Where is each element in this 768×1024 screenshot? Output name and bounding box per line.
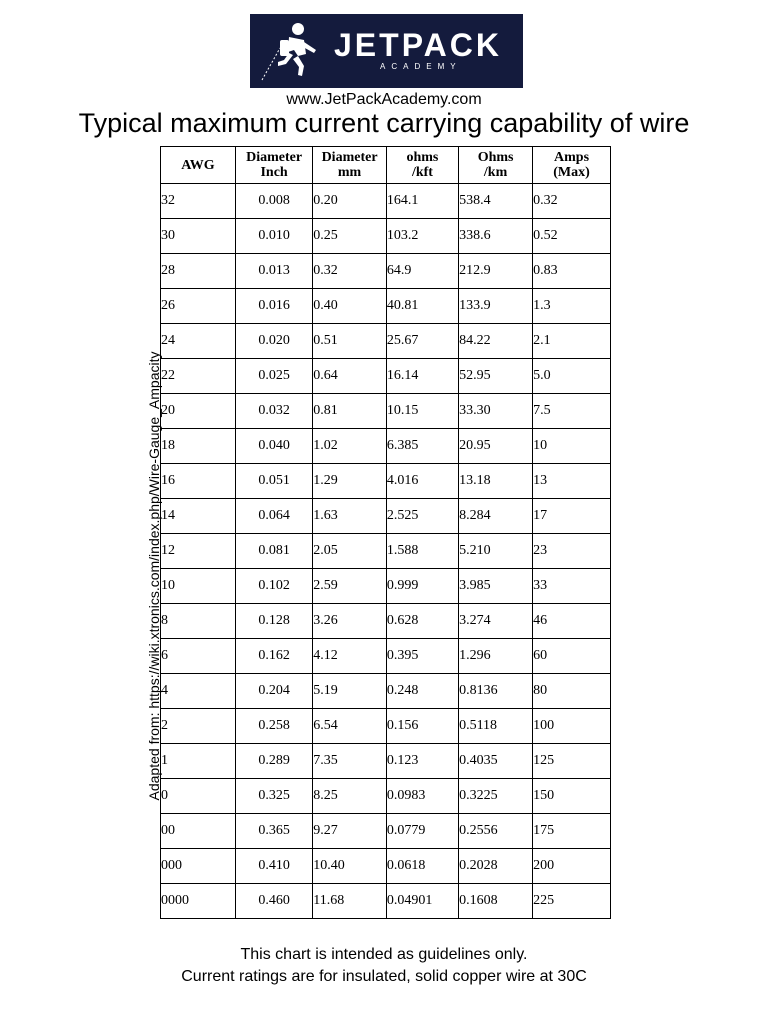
- cell-diameter-mm: 6.54: [313, 709, 387, 744]
- table-row: [161, 814, 611, 849]
- cell-amps-max: 17: [533, 499, 611, 534]
- cell-diameter-inch: 0.325: [235, 779, 312, 814]
- cell-diameter-mm: 0.40: [313, 289, 387, 324]
- cell-diameter-inch: 0.016: [235, 289, 312, 324]
- table-row: [161, 499, 611, 534]
- cell-awg: 8: [161, 604, 236, 639]
- cell-ohms-kft: 0.0779: [386, 814, 458, 849]
- table-row: [161, 464, 611, 499]
- cell-ohms-kft: 4.016: [386, 464, 458, 499]
- cell-awg: 6: [161, 639, 236, 674]
- cell-diameter-mm: 5.19: [313, 674, 387, 709]
- column-header-amps-max: Amps (Max): [533, 147, 611, 184]
- table-row: [161, 569, 611, 604]
- cell-ohms-km: 0.8136: [459, 674, 533, 709]
- cell-diameter-mm: 0.51: [313, 324, 387, 359]
- cell-diameter-mm: 7.35: [313, 744, 387, 779]
- cell-ohms-km: 13.18: [459, 464, 533, 499]
- cell-ohms-kft: 0.0983: [386, 779, 458, 814]
- column-header-ohms-km: Ohms /km: [459, 147, 533, 184]
- table-row: [161, 674, 611, 709]
- cell-diameter-inch: 0.289: [235, 744, 312, 779]
- source-attribution: Adapted from: https://wiki.xtronics.com/index.php/Wire-Gauge_Ampacity: [146, 351, 162, 801]
- jetpack-logo: [250, 14, 523, 88]
- cell-amps-max: 1.3: [533, 289, 611, 324]
- cell-ohms-kft: 164.1: [386, 184, 458, 219]
- cell-diameter-inch: 0.040: [235, 429, 312, 464]
- cell-diameter-mm: 10.40: [313, 849, 387, 884]
- cell-amps-max: 60: [533, 639, 611, 674]
- cell-amps-max: 0.83: [533, 254, 611, 289]
- table-row: [161, 884, 611, 919]
- cell-amps-max: 0.52: [533, 219, 611, 254]
- cell-ohms-km: 5.210: [459, 534, 533, 569]
- logo-subtext: ACADEMY: [380, 62, 462, 71]
- jetpack-figure-icon: [258, 20, 330, 82]
- table-row: [161, 849, 611, 884]
- cell-diameter-inch: 0.081: [235, 534, 312, 569]
- cell-awg: 0000: [161, 884, 236, 919]
- table-row: [161, 394, 611, 429]
- cell-amps-max: 5.0: [533, 359, 611, 394]
- cell-awg: 2: [161, 709, 236, 744]
- cell-awg: 18: [161, 429, 236, 464]
- cell-amps-max: 10: [533, 429, 611, 464]
- cell-diameter-mm: 1.02: [313, 429, 387, 464]
- table-row: [161, 709, 611, 744]
- cell-amps-max: 23: [533, 534, 611, 569]
- cell-ohms-km: 3.274: [459, 604, 533, 639]
- cell-diameter-inch: 0.025: [235, 359, 312, 394]
- cell-ohms-km: 212.9: [459, 254, 533, 289]
- cell-diameter-mm: 11.68: [313, 884, 387, 919]
- cell-ohms-km: 8.284: [459, 499, 533, 534]
- cell-ohms-km: 84.22: [459, 324, 533, 359]
- cell-amps-max: 175: [533, 814, 611, 849]
- cell-ohms-km: 0.2556: [459, 814, 533, 849]
- cell-amps-max: 7.5: [533, 394, 611, 429]
- cell-amps-max: 46: [533, 604, 611, 639]
- cell-ohms-kft: 25.67: [386, 324, 458, 359]
- table-row: [161, 744, 611, 779]
- cell-awg: 24: [161, 324, 236, 359]
- cell-diameter-mm: 3.26: [313, 604, 387, 639]
- cell-amps-max: 200: [533, 849, 611, 884]
- table-row: [161, 604, 611, 639]
- cell-awg: 0: [161, 779, 236, 814]
- cell-diameter-inch: 0.365: [235, 814, 312, 849]
- table-header-row: [161, 147, 611, 184]
- cell-amps-max: 80: [533, 674, 611, 709]
- cell-diameter-inch: 0.258: [235, 709, 312, 744]
- wire-gauge-table: [160, 146, 611, 919]
- cell-ohms-km: 20.95: [459, 429, 533, 464]
- cell-amps-max: 125: [533, 744, 611, 779]
- cell-ohms-kft: 0.248: [386, 674, 458, 709]
- cell-ohms-kft: 2.525: [386, 499, 458, 534]
- cell-ohms-kft: 0.395: [386, 639, 458, 674]
- cell-diameter-inch: 0.020: [235, 324, 312, 359]
- cell-ohms-kft: 0.04901: [386, 884, 458, 919]
- cell-amps-max: 100: [533, 709, 611, 744]
- cell-amps-max: 150: [533, 779, 611, 814]
- cell-diameter-mm: 2.59: [313, 569, 387, 604]
- cell-amps-max: 13: [533, 464, 611, 499]
- cell-ohms-kft: 1.588: [386, 534, 458, 569]
- cell-awg: 20: [161, 394, 236, 429]
- cell-ohms-kft: 0.156: [386, 709, 458, 744]
- cell-amps-max: 2.1: [533, 324, 611, 359]
- cell-ohms-kft: 16.14: [386, 359, 458, 394]
- cell-ohms-kft: 0.999: [386, 569, 458, 604]
- table-row: [161, 219, 611, 254]
- cell-diameter-inch: 0.460: [235, 884, 312, 919]
- footer-line-ratings: Current ratings are for insulated, solid copper wire at 30C: [181, 968, 587, 985]
- table-row: [161, 429, 611, 464]
- cell-ohms-kft: 103.2: [386, 219, 458, 254]
- cell-diameter-inch: 0.162: [235, 639, 312, 674]
- cell-ohms-kft: 64.9: [386, 254, 458, 289]
- cell-diameter-mm: 2.05: [313, 534, 387, 569]
- cell-ohms-km: 0.4035: [459, 744, 533, 779]
- cell-ohms-kft: 0.123: [386, 744, 458, 779]
- table-row: [161, 639, 611, 674]
- cell-diameter-mm: 1.29: [313, 464, 387, 499]
- cell-diameter-mm: 8.25: [313, 779, 387, 814]
- cell-awg: 32: [161, 184, 236, 219]
- cell-diameter-inch: 0.010: [235, 219, 312, 254]
- column-header-awg: AWG: [161, 147, 236, 184]
- cell-awg: 1: [161, 744, 236, 779]
- cell-ohms-km: 0.3225: [459, 779, 533, 814]
- cell-diameter-mm: 0.81: [313, 394, 387, 429]
- cell-diameter-mm: 4.12: [313, 639, 387, 674]
- table-row: [161, 359, 611, 394]
- column-header-ohms-kft: ohms /kft: [386, 147, 458, 184]
- cell-ohms-km: 0.5118: [459, 709, 533, 744]
- cell-diameter-inch: 0.013: [235, 254, 312, 289]
- cell-awg: 14: [161, 499, 236, 534]
- cell-diameter-inch: 0.051: [235, 464, 312, 499]
- cell-ohms-km: 0.1608: [459, 884, 533, 919]
- cell-diameter-inch: 0.032: [235, 394, 312, 429]
- cell-diameter-mm: 9.27: [313, 814, 387, 849]
- cell-awg: 12: [161, 534, 236, 569]
- table-row: [161, 289, 611, 324]
- table-row: [161, 534, 611, 569]
- table-row: [161, 324, 611, 359]
- cell-awg: 30: [161, 219, 236, 254]
- cell-amps-max: 33: [533, 569, 611, 604]
- cell-ohms-km: 538.4: [459, 184, 533, 219]
- cell-ohms-km: 3.985: [459, 569, 533, 604]
- page-title: Typical maximum current carrying capability of wire: [78, 108, 690, 138]
- cell-awg: 22: [161, 359, 236, 394]
- footer-line-guidelines: This chart is intended as guidelines only.: [240, 946, 528, 963]
- cell-awg: 28: [161, 254, 236, 289]
- footer-note: [0, 944, 768, 988]
- cell-awg: 000: [161, 849, 236, 884]
- cell-awg: 16: [161, 464, 236, 499]
- cell-amps-max: 0.32: [533, 184, 611, 219]
- table-row: [161, 184, 611, 219]
- column-header-diameter-mm: Diameter mm: [313, 147, 387, 184]
- table-row: [161, 779, 611, 814]
- cell-ohms-km: 338.6: [459, 219, 533, 254]
- cell-ohms-km: 33.30: [459, 394, 533, 429]
- cell-awg: 4: [161, 674, 236, 709]
- cell-ohms-kft: 10.15: [386, 394, 458, 429]
- table-body: [161, 184, 611, 919]
- cell-diameter-inch: 0.204: [235, 674, 312, 709]
- cell-awg: 00: [161, 814, 236, 849]
- logo-wordmark: JETPACK: [334, 27, 502, 63]
- cell-diameter-inch: 0.102: [235, 569, 312, 604]
- table-row: [161, 254, 611, 289]
- site-url[interactable]: www.JetPackAcademy.com: [286, 91, 482, 108]
- cell-ohms-km: 1.296: [459, 639, 533, 674]
- cell-diameter-mm: 0.32: [313, 254, 387, 289]
- cell-ohms-km: 133.9: [459, 289, 533, 324]
- cell-ohms-kft: 0.0618: [386, 849, 458, 884]
- cell-amps-max: 225: [533, 884, 611, 919]
- cell-diameter-inch: 0.410: [235, 849, 312, 884]
- cell-awg: 10: [161, 569, 236, 604]
- cell-diameter-inch: 0.008: [235, 184, 312, 219]
- cell-ohms-kft: 0.628: [386, 604, 458, 639]
- cell-diameter-mm: 1.63: [313, 499, 387, 534]
- cell-ohms-km: 0.2028: [459, 849, 533, 884]
- cell-ohms-kft: 40.81: [386, 289, 458, 324]
- cell-diameter-mm: 0.25: [313, 219, 387, 254]
- cell-diameter-inch: 0.064: [235, 499, 312, 534]
- cell-diameter-mm: 0.20: [313, 184, 387, 219]
- column-header-diameter-inch: Diameter Inch: [235, 147, 312, 184]
- cell-ohms-kft: 6.385: [386, 429, 458, 464]
- cell-awg: 26: [161, 289, 236, 324]
- cell-diameter-mm: 0.64: [313, 359, 387, 394]
- cell-diameter-inch: 0.128: [235, 604, 312, 639]
- cell-ohms-km: 52.95: [459, 359, 533, 394]
